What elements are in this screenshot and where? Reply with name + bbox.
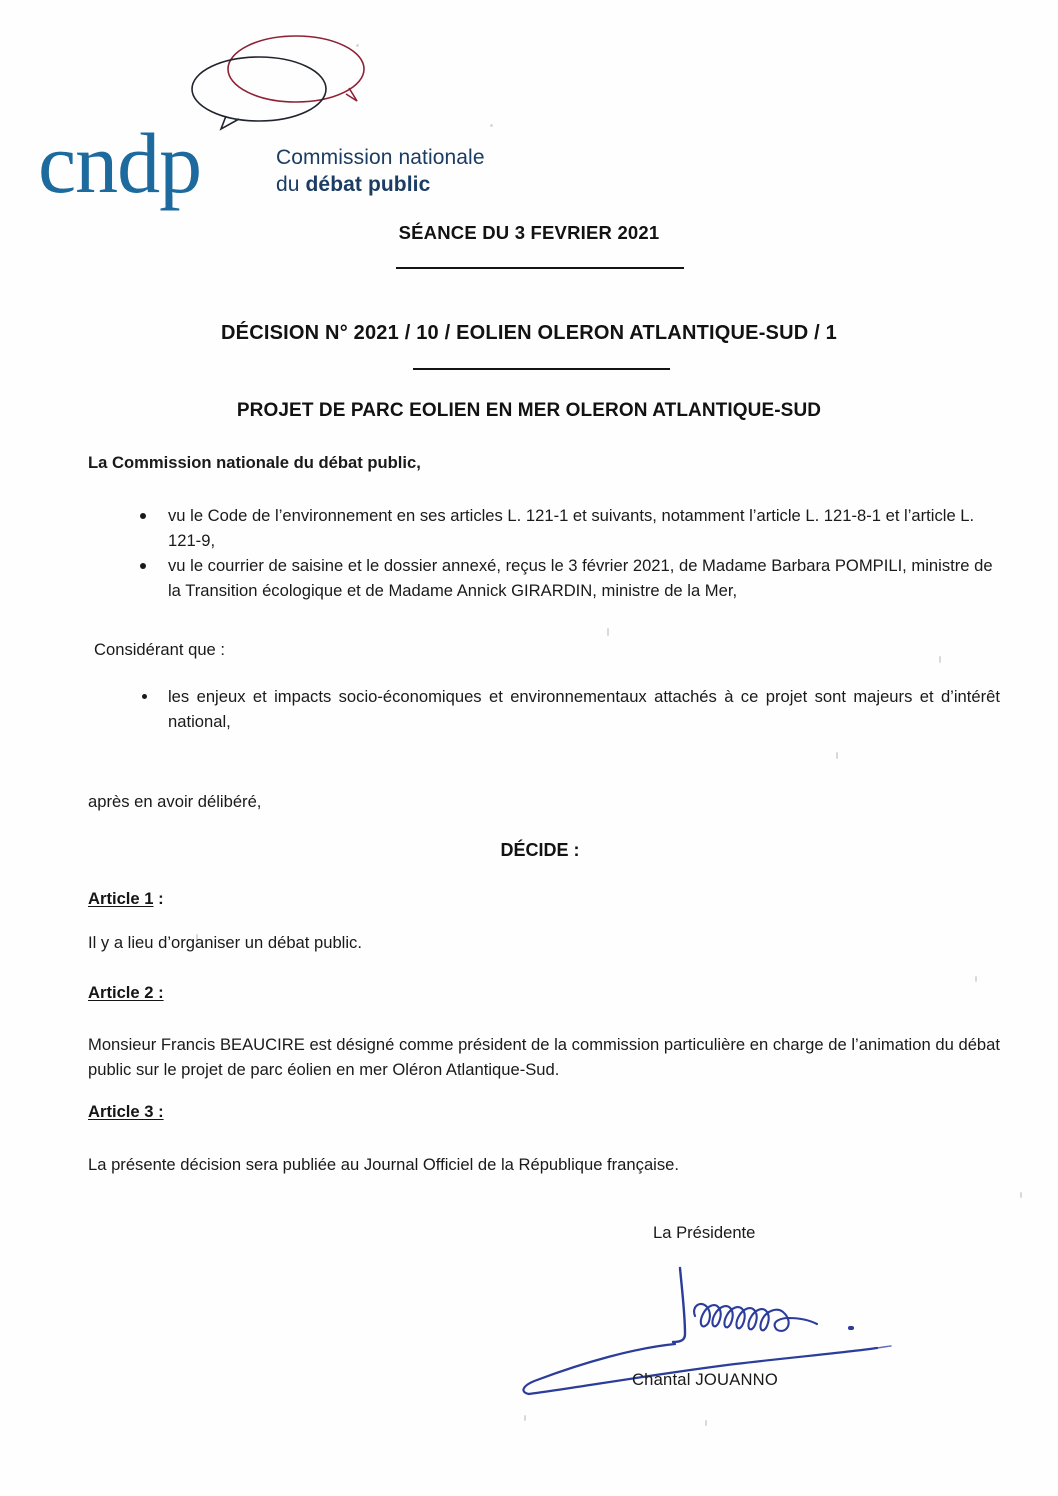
- body-lead: La Commission nationale du débat public,: [88, 453, 421, 472]
- list-item: vu le courrier de saisine et le dossier annexé, reçus le 3 février 2021, de Madame Barbara POMPILI, ministre de la Transition écologique et de Madame Annick GIRARDIN, ministre de la Mer,: [136, 553, 1000, 603]
- decide-heading: DÉCIDE :: [500, 840, 580, 860]
- article-1-heading: [88, 889, 164, 909]
- article-3-text: La présente décision sera publiée au Journal Officiel de la République française.: [88, 1155, 679, 1174]
- signatory-name: Chantal JOUANNO: [632, 1370, 778, 1389]
- article-2-heading: [88, 983, 164, 1003]
- article-2-text: Monsieur Francis BEAUCIRE est désigné comme président de la commission particulière en charge de l’animation du débat public sur le projet de parc éolien en mer Oléron Atlantique-Sud.: [88, 1035, 1000, 1079]
- page-title-decision: DÉCISION N° 2021 / 10 / EOLIEN OLERON ATLANTIQUE-SUD / 1: [221, 322, 837, 344]
- logo-tagline-line2: [276, 171, 485, 198]
- divider-rule-1: [396, 267, 684, 269]
- vu-list: [88, 503, 1000, 603]
- page-title-seance: SÉANCE DU 3 FEVRIER 2021: [398, 222, 660, 243]
- scan-speck: [975, 976, 977, 982]
- article-1-text: Il y a lieu d’organiser un débat public.: [88, 933, 362, 952]
- cndp-logo: [38, 22, 518, 211]
- logo-tagline-line2-bold: débat public: [305, 173, 431, 196]
- document-body: [88, 450, 1000, 734]
- scan-speck: [490, 124, 493, 127]
- divider-rule-2: [413, 368, 670, 370]
- page-title-projet: PROJET DE PARC EOLIEN EN MER OLERON ATLANTIQUE-SUD: [236, 400, 822, 421]
- scan-speck: [705, 1420, 707, 1426]
- scan-speck: [356, 44, 359, 47]
- article-1-heading-suffix: :: [153, 889, 164, 908]
- article-3-heading: [88, 1102, 164, 1122]
- scan-speck: [524, 1415, 526, 1421]
- scan-speck: [1020, 1192, 1022, 1198]
- apres-delibere: après en avoir délibéré,: [88, 792, 262, 811]
- logo-tagline: [276, 144, 485, 198]
- scan-speck: [836, 752, 838, 759]
- logo-tagline-line2-light: du: [276, 173, 306, 196]
- list-item: les enjeux et impacts socio-économiques et environnementaux attachés à ce projet sont majeurs et d’intérêt national,: [136, 684, 1000, 734]
- article-3-heading-underlined: Article 3 :: [88, 1102, 164, 1121]
- considerant-label: Considérant que :: [94, 640, 225, 659]
- speech-bubbles-icon: [186, 22, 386, 137]
- signature-title: La Présidente: [653, 1223, 756, 1242]
- list-item: vu le Code de l’environnement en ses articles L. 121-1 et suivants, notamment l’article L. 121-8-1 et l’article L. 121-9,: [136, 503, 1000, 553]
- logo-wordmark: cndp: [38, 115, 202, 211]
- article-1-heading-underlined: Article 1: [88, 889, 154, 908]
- logo-tagline-line1: Commission nationale: [276, 146, 485, 169]
- considerant-list: [88, 684, 1000, 734]
- article-2-heading-underlined: Article 2 :: [88, 983, 164, 1002]
